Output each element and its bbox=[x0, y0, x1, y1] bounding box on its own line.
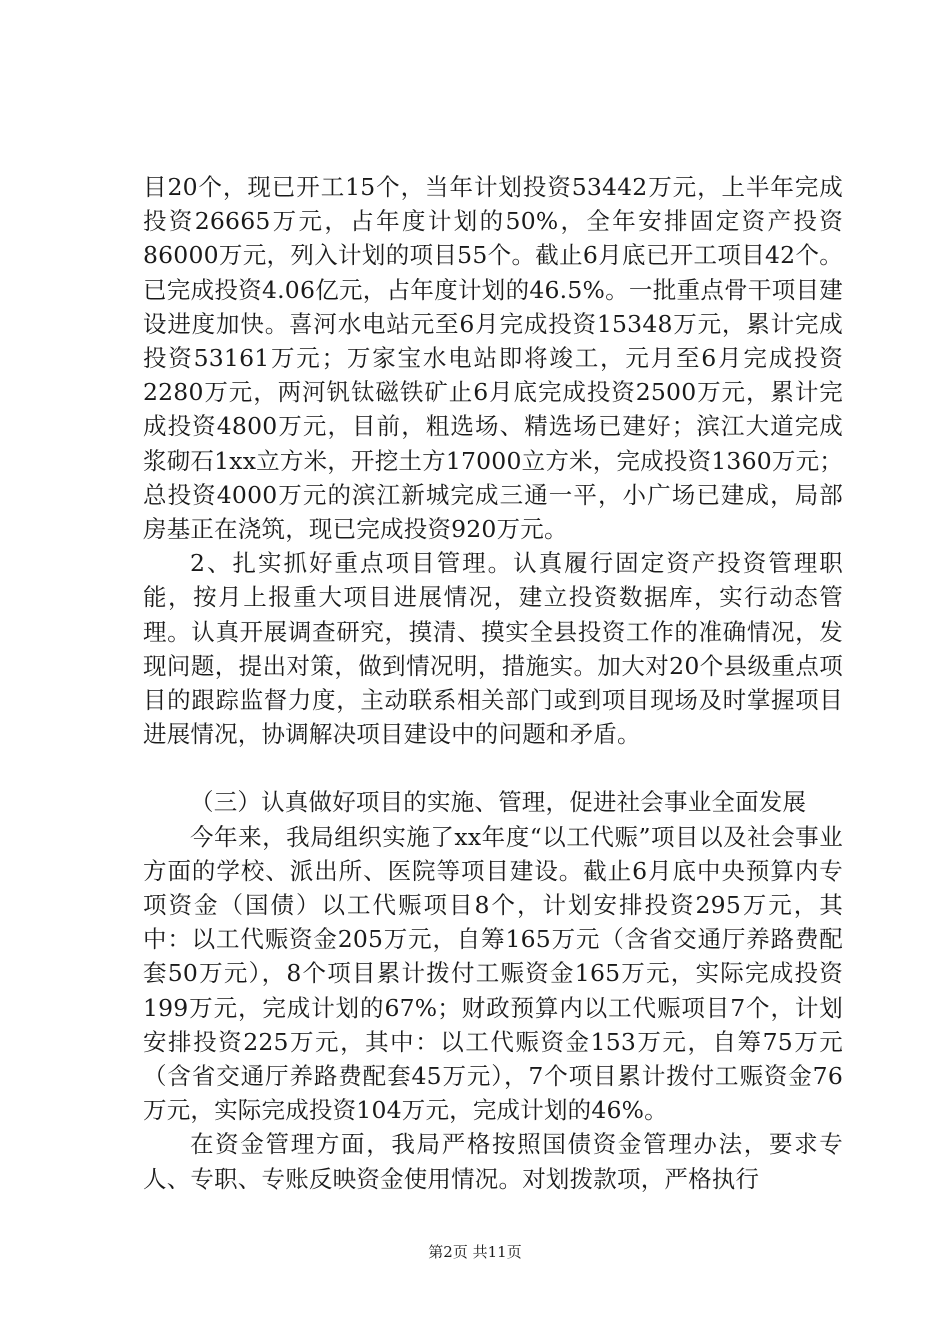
page-footer: 第2页 共11页 bbox=[428, 1243, 522, 1261]
paragraph-investment-progress: 目20个，现已开工15个，当年计划投资53442万元，上半年完成投资26665万元，占年度计划的50%，全年安排固定资产投资86000万元，列入计划的项目55个。截止6月底已开工项目42个。已完成投资4.06亿元，占年度计划的46.5%。一批重点骨干项目建设进度加快。喜河水电站元至6月完成投资15348万元，累计完成投资53161万元；万家宝水电站即将竣工，元月至6月完成投资2280万元，两河钒钛磁铁矿止6月底完成投资2500万元，累计完成投资4800万元，目前，粗选场、精选场已建好；滨江大道完成浆砌石1xx立方米，开挖土方17000立方米，完成投资1360万元；总投资4000万元的滨江新城完成三通一平，小广场已建成，局部房基正在浇筑，现已完成投资920万元。 bbox=[143, 173, 843, 544]
document-body bbox=[143, 170, 843, 1196]
paragraph-project-management: 2、扎实抓好重点项目管理。认真履行固定资产投资管理职能，按月上报重大项目进展情况，建立投资数据库，实行动态管理。认真开展调查研究，摸清、摸实全县投资工作的准确情况，发现问题，提出对策，做到情况明，措施实。加大对20个县级重点项目的跟踪监督力度，主动联系相关部门或到项目现场及时掌握项目进展情况，协调解决项目建设中的问题和矛盾。 bbox=[143, 549, 843, 749]
paragraph-work-relief-projects: 今年来，我局组织实施了xx年度“以工代赈”项目以及社会事业方面的学校、派出所、医院等项目建设。截止6月底中央预算内专项资金（国债）以工代赈项目8个，计划安排投资295万元，其中：以工代赈资金205万元，自筹165万元（含省交通厅养路费配套50万元），8个项目累计拨付工赈资金165万元，实际完成投资199万元，完成计划的67%；财政预算内以工代赈项目7个，计划安排投资225万元，其中：以工代赈资金153万元，自筹75万元（含省交通厅养路费配套45万元），7个项目累计拨付工赈资金76万元，实际完成投资104万元，完成计划的46%。 bbox=[143, 822, 843, 1125]
paragraph-fund-management: 在资金管理方面，我局严格按照国债资金管理办法，要求专人、专职、专账反映资金使用情况。对划拨款项，严格执行 bbox=[143, 1130, 843, 1193]
section-heading-3: （三）认真做好项目的实施、管理，促进社会事业全面发展 bbox=[190, 788, 807, 817]
